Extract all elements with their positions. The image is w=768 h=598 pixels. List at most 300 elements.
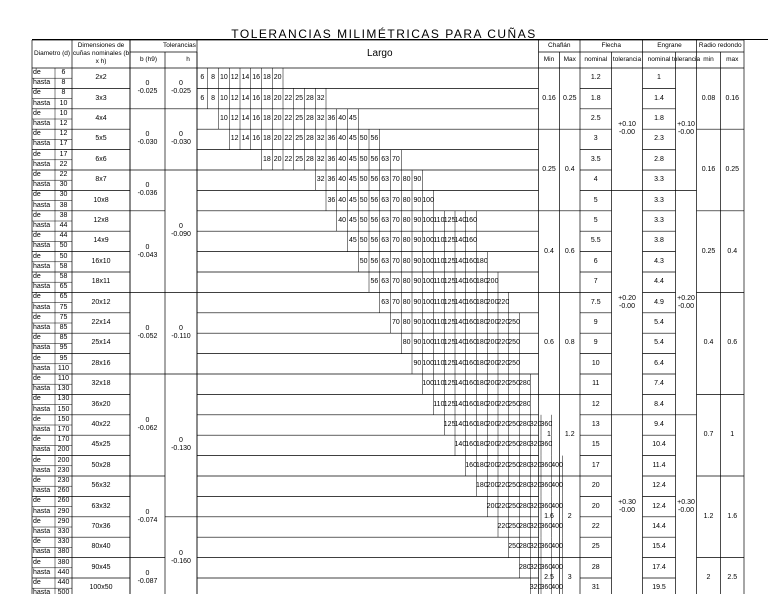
largo-value-line: 100	[422, 298, 434, 306]
hasta-label-line: hasta	[33, 364, 51, 372]
largo-value-line: 360	[540, 563, 553, 571]
flecha-nominal-line: 15	[591, 441, 600, 449]
engrane-nominal-line: 15.4	[652, 543, 666, 551]
tolerance-h	[165, 517, 197, 598]
tolerance-b	[130, 374, 165, 476]
largo-value-line: 160	[465, 420, 477, 428]
diametro-hasta	[55, 405, 72, 415]
largo-value	[337, 150, 348, 170]
chaflan-max-line: 0.25	[562, 94, 577, 102]
de-label-line: de	[33, 150, 41, 158]
dimension-cell	[72, 354, 130, 374]
largo-value	[369, 231, 380, 251]
flecha-nominal-line: 3	[593, 135, 598, 143]
engrane-tolerance	[676, 68, 697, 190]
largo-value-line: 90	[413, 359, 422, 367]
largo-value-line: 250	[508, 339, 520, 347]
largo-value-line: 320	[529, 420, 542, 428]
largo-value-line: 110	[433, 278, 445, 286]
engrane-nominal-line: 17.4	[652, 563, 666, 571]
largo-value-line: 63	[381, 298, 390, 306]
largo-value-line: 10	[219, 114, 228, 122]
largo-value-line: 90	[413, 339, 422, 347]
largo-value-line: 70	[391, 257, 400, 265]
largo-value	[423, 374, 434, 394]
largo-value	[337, 190, 348, 210]
de-label-line: de	[33, 579, 41, 587]
largo-value-line: 56	[370, 237, 379, 245]
largo-value	[240, 129, 251, 149]
diametro-hasta-line: 440	[57, 568, 70, 576]
diametro-de-line: 170	[57, 436, 70, 444]
dimension-cell	[72, 170, 130, 190]
largo-value-line: 32	[316, 135, 325, 143]
hasta-label	[33, 405, 55, 415]
diametro-hasta-line: 170	[57, 426, 70, 434]
diametro-hasta-line: 12	[59, 120, 68, 128]
largo-value	[455, 313, 466, 333]
largo-value-line: 125	[443, 400, 456, 408]
largo-value-line: 80	[402, 339, 411, 347]
flecha-nominal-line: 17	[591, 461, 600, 469]
largo-value	[391, 252, 402, 272]
hasta-label	[33, 99, 55, 109]
de-label-line: de	[33, 436, 41, 444]
engrane-nominal-line: 1.8	[654, 114, 664, 122]
largo-value	[283, 88, 294, 108]
engrane-nominal	[643, 374, 676, 394]
tolerance-h-line: -0.025	[171, 88, 191, 96]
de-label	[33, 456, 55, 466]
diametro-de-line: 260	[57, 497, 70, 505]
dimension-cell	[72, 68, 130, 88]
dimension-cell-line: 3x3	[95, 94, 107, 102]
largo-value	[498, 496, 509, 516]
largo-value-line: 220	[497, 318, 510, 326]
dimension-cell-line: 14x9	[93, 237, 109, 245]
largo-value	[520, 517, 531, 537]
largo-value	[423, 333, 434, 353]
flecha-nominal-line: 25	[591, 543, 600, 551]
largo-value	[391, 190, 402, 210]
radio-min-line: 1.2	[703, 512, 714, 520]
largo-value	[434, 272, 445, 292]
flecha-nominal	[580, 190, 612, 210]
largo-value	[358, 190, 369, 210]
tolerance-b-line: 0	[145, 325, 150, 333]
diametro-de	[55, 537, 72, 547]
largo-value	[466, 252, 477, 272]
tolerance-b-line: 0	[145, 131, 150, 139]
largo-value	[498, 292, 509, 312]
largo-value-line: 140	[454, 298, 467, 306]
dimension-cell	[72, 272, 130, 292]
dimensiones-header	[72, 40, 130, 68]
largo-value	[326, 109, 337, 129]
largo-value	[315, 109, 326, 129]
chaflan-max-line: 0.6	[564, 247, 575, 255]
largo-value	[520, 394, 531, 414]
largo-value-line: 45	[348, 237, 357, 245]
flecha-nominal	[580, 129, 612, 149]
largo-value-line: 360	[540, 502, 553, 510]
largo-value	[412, 252, 423, 272]
hasta-label-line: hasta	[33, 528, 51, 536]
largo-value	[391, 272, 402, 292]
largo-value	[240, 68, 251, 88]
largo-value	[412, 333, 423, 353]
engrane-nominal	[643, 68, 676, 88]
largo-value	[391, 292, 402, 312]
hasta-label	[33, 547, 55, 557]
largo-value	[337, 170, 348, 190]
flecha-nominal-line: 22	[591, 522, 600, 530]
flecha-nominal-line: 5	[593, 196, 598, 204]
de-label-line: de	[33, 171, 41, 179]
de-label	[33, 170, 55, 180]
engrane-tolerance	[676, 190, 697, 414]
de-label	[33, 435, 55, 445]
largo-value	[283, 150, 294, 170]
radio-min	[697, 558, 721, 598]
largo-value-line: 100	[422, 278, 434, 286]
radio-min-line: 0.7	[703, 431, 714, 439]
tolerance-b-line: 0	[145, 508, 150, 516]
largo-value-line: 250	[508, 543, 520, 551]
diametro-hasta	[55, 160, 72, 170]
largo-value-line: 8	[211, 94, 216, 102]
tolerance-h-line: 0	[179, 325, 183, 333]
radio-min-line: 0.4	[703, 339, 714, 347]
largo-value-line: 100	[422, 196, 434, 204]
largo-value	[509, 456, 520, 476]
flecha-nominal	[580, 578, 612, 598]
largo-value-line: 10	[219, 74, 228, 82]
largo-value	[412, 313, 423, 333]
de-label	[33, 415, 55, 425]
largo-value	[369, 190, 380, 210]
largo-value-line: 32	[316, 155, 325, 163]
largo-value-line: 125	[443, 278, 456, 286]
largo-value	[294, 129, 305, 149]
largo-value-line: 200	[486, 400, 499, 408]
largo-value	[401, 292, 412, 312]
largo-value-line: 160	[465, 400, 477, 408]
flecha-nominal	[580, 170, 612, 190]
flecha-tolerance-line: +0.10	[618, 121, 636, 129]
largo-value-line: 220	[497, 359, 510, 367]
hasta-label	[33, 282, 55, 292]
radio-min	[697, 129, 721, 211]
flecha-nominal-line: 13	[591, 420, 600, 428]
tolerance-h-line: 0	[179, 549, 183, 557]
flecha-tolerance	[612, 415, 643, 598]
largo-value-line: 200	[486, 461, 499, 469]
dimension-cell-line: 4x4	[95, 114, 107, 122]
largo-value	[272, 150, 283, 170]
hasta-label-line: hasta	[33, 222, 51, 230]
largo-value-line: 125	[443, 420, 456, 428]
largo-value-line: 180	[476, 441, 488, 449]
largo-value	[498, 476, 509, 496]
largo-value-line: 18	[262, 155, 271, 163]
h-header-line: h	[186, 56, 190, 63]
diametro-de-line: 330	[57, 538, 70, 546]
largo-value-line: 110	[433, 298, 445, 306]
largo-value-line: 100	[422, 318, 434, 326]
largo-value-line: 160	[465, 257, 477, 265]
largo-value	[423, 190, 434, 210]
diametro-de	[55, 415, 72, 425]
largo-value	[477, 333, 488, 353]
diametro-hasta-line: 95	[59, 344, 68, 352]
largo-value-line: 220	[497, 400, 510, 408]
chaflan-max	[560, 68, 581, 129]
largo-value	[251, 129, 262, 149]
largo-value	[477, 456, 488, 476]
tolerance-b-line: -0.087	[137, 577, 158, 585]
dimension-cell-line: 8x7	[95, 176, 107, 184]
flecha-nominal	[580, 394, 612, 414]
largo-value	[509, 496, 520, 516]
dimension-cell	[72, 496, 130, 516]
tolerance-h	[165, 170, 197, 292]
largo-value	[434, 252, 445, 272]
largo-value	[348, 190, 359, 210]
largo-value	[423, 252, 434, 272]
radio-min	[697, 394, 721, 476]
largo-value-line: 45	[348, 196, 357, 204]
tolerance-b-line: -0.030	[137, 139, 158, 147]
engrane-nominal-line: 1	[657, 74, 661, 82]
chaflan-min-line: 1.6	[544, 512, 554, 520]
largo-value	[455, 211, 466, 231]
largo-value-line: 180	[476, 400, 488, 408]
dimension-cell	[72, 211, 130, 231]
largo-value	[466, 211, 477, 231]
largo-value	[369, 170, 380, 190]
largo-value-line: 18	[262, 135, 271, 143]
largo-value	[498, 374, 509, 394]
dimension-cell	[72, 374, 130, 394]
largo-value-line: 125	[443, 298, 456, 306]
page-title: TOLERANCIAS MILIMÉTRICAS PARA CUÑAS	[231, 27, 537, 41]
engrane-nominal-line: 3.3	[654, 176, 664, 184]
de-label-line: de	[33, 252, 41, 260]
tolerance-h-line: -0.160	[171, 557, 191, 565]
de-label-line: de	[33, 109, 41, 117]
diametro-hasta-line: 22	[59, 160, 68, 168]
de-label-line: de	[33, 313, 41, 321]
chaflan-max	[560, 476, 581, 558]
engrane-nominal-line: 5.4	[654, 339, 664, 347]
chaflan-max-line: 3	[567, 573, 572, 581]
hasta-label-line: hasta	[33, 507, 51, 515]
hasta-label	[33, 180, 55, 190]
dimension-cell	[72, 129, 130, 149]
flecha-nominal	[580, 537, 612, 557]
largo-value-line: 90	[413, 257, 422, 265]
largo-value-line: 12	[230, 74, 239, 82]
largo-value-line: 16	[252, 94, 261, 102]
largo-value-line: 280	[519, 482, 531, 490]
largo-value	[401, 272, 412, 292]
chaflan-min	[539, 292, 560, 394]
diametro-hasta	[55, 588, 72, 598]
largo-value	[487, 272, 498, 292]
flecha-nominal	[580, 456, 612, 476]
diametro-de	[55, 88, 72, 98]
de-label-line: de	[33, 456, 41, 464]
largo-value-line: 20	[273, 135, 282, 143]
chaflan-max-header	[560, 52, 581, 68]
largo-value-line: 56	[370, 196, 379, 204]
b-h9-header	[130, 52, 167, 68]
chaflan-min	[539, 211, 560, 293]
flecha-nominal-line: 12	[591, 400, 600, 408]
chaflan-min	[539, 68, 560, 129]
de-label-line: de	[33, 334, 41, 342]
engrane-nominal-header-line: nominal	[647, 56, 671, 63]
tolerance-b	[130, 68, 165, 109]
hasta-label-line: hasta	[33, 201, 51, 209]
diametro-hasta-line: 260	[57, 487, 70, 495]
diametro-hasta	[55, 323, 72, 333]
largo-value	[380, 190, 391, 210]
dimension-cell-line: 6x6	[95, 155, 107, 163]
largo-value	[498, 415, 509, 435]
de-label	[33, 129, 55, 139]
diametro-hasta-line: 17	[59, 140, 68, 148]
largo-value	[498, 313, 509, 333]
diametro-de	[55, 211, 72, 221]
largo-value-line: 40	[338, 196, 347, 204]
largo-value	[337, 129, 348, 149]
largo-value	[509, 415, 520, 435]
largo-value	[401, 313, 412, 333]
largo-value-line: 140	[454, 339, 467, 347]
de-label-line: de	[33, 538, 41, 546]
hasta-label	[33, 568, 55, 578]
de-label-line: de	[33, 375, 41, 383]
diametro-de-line: 85	[59, 334, 68, 342]
hasta-label	[33, 303, 55, 313]
flecha-nominal	[580, 231, 612, 251]
tolerance-h-line: 0	[179, 437, 183, 445]
diametro-hasta	[55, 282, 72, 292]
flecha-nominal	[580, 374, 612, 394]
engrane-nominal	[643, 517, 676, 537]
diametro-de-line: 10	[59, 109, 68, 117]
largo-value	[487, 313, 498, 333]
largo-value	[305, 150, 316, 170]
largo-value	[229, 109, 240, 129]
diametro-hasta	[55, 262, 72, 272]
largo-value	[434, 354, 445, 374]
largo-value-line: 250	[508, 380, 520, 388]
flecha-nominal-line: 1.2	[590, 74, 601, 82]
diametro-de-line: 12	[59, 130, 68, 138]
largo-value	[380, 211, 391, 231]
largo-value-line: 320	[529, 502, 542, 510]
largo-value-line: 50	[359, 257, 368, 265]
diametro-de-line: 95	[59, 354, 68, 362]
hasta-label	[33, 507, 55, 517]
radio-max-line: 1.6	[727, 512, 738, 520]
tolerance-b-line: 0	[145, 569, 150, 577]
de-label	[33, 211, 55, 221]
largo-value-line: 16	[252, 135, 261, 143]
largo-value-line: 22	[284, 114, 293, 122]
largo-value-line: 28	[305, 155, 314, 163]
largo-value	[455, 333, 466, 353]
largo-value	[262, 68, 273, 88]
largo-value-line: 400	[551, 563, 563, 571]
largo-value	[358, 252, 369, 272]
diametro-de-line: 230	[57, 477, 70, 485]
de-label	[33, 68, 55, 78]
largo-value	[466, 231, 477, 251]
largo-value-line: 90	[413, 196, 422, 204]
largo-value	[251, 88, 262, 108]
tolerance-b	[130, 109, 165, 170]
diametro-de	[55, 394, 72, 404]
chaflan-min-line: 0.6	[544, 339, 554, 347]
largo-value-line: 125	[443, 380, 456, 388]
largo-value	[423, 313, 434, 333]
tolerance-b-line: -0.074	[137, 516, 158, 524]
largo-value	[477, 374, 488, 394]
largo-value-line: 70	[391, 176, 400, 184]
dimension-cell	[72, 517, 130, 537]
diametro-hasta-line: 330	[57, 528, 70, 536]
largo-value	[208, 88, 219, 108]
diametro-hasta	[55, 180, 72, 190]
dimension-cell	[72, 578, 130, 598]
largo-value-line: 125	[443, 216, 456, 224]
tolerance-h-line: 0	[179, 131, 183, 139]
largo-value-line: 360	[540, 522, 553, 530]
chaflan-max	[560, 129, 581, 211]
largo-value-line: 250	[508, 461, 520, 469]
largo-value-line: 160	[465, 339, 477, 347]
largo-value	[380, 272, 391, 292]
engrane-nominal	[643, 313, 676, 333]
radio-min-header-line: min	[703, 56, 714, 63]
engrane-nominal	[643, 88, 676, 108]
tolerance-b-line: -0.025	[137, 88, 158, 96]
largo-value	[369, 252, 380, 272]
engrane-nominal-line: 1.4	[654, 94, 664, 102]
de-label-line: de	[33, 558, 41, 566]
diametro-de	[55, 109, 72, 119]
flecha-nominal-line: 3.5	[590, 155, 601, 163]
largo-value-line: 160	[465, 278, 477, 286]
largo-value	[412, 211, 423, 231]
flecha-nominal-line: 5	[593, 216, 598, 224]
flecha-tolerance-line: -0.00	[619, 129, 635, 137]
flecha-nominal	[580, 88, 612, 108]
largo-value	[466, 272, 477, 292]
largo-value-line: 220	[497, 298, 510, 306]
diametro-de-line: 38	[59, 211, 68, 219]
largo-value-line: 125	[443, 339, 456, 347]
de-label-line: de	[33, 211, 41, 219]
hasta-label-line: hasta	[33, 568, 51, 576]
dimension-cell	[72, 558, 130, 578]
largo-value-line: 63	[381, 278, 390, 286]
flecha-nominal	[580, 333, 612, 353]
